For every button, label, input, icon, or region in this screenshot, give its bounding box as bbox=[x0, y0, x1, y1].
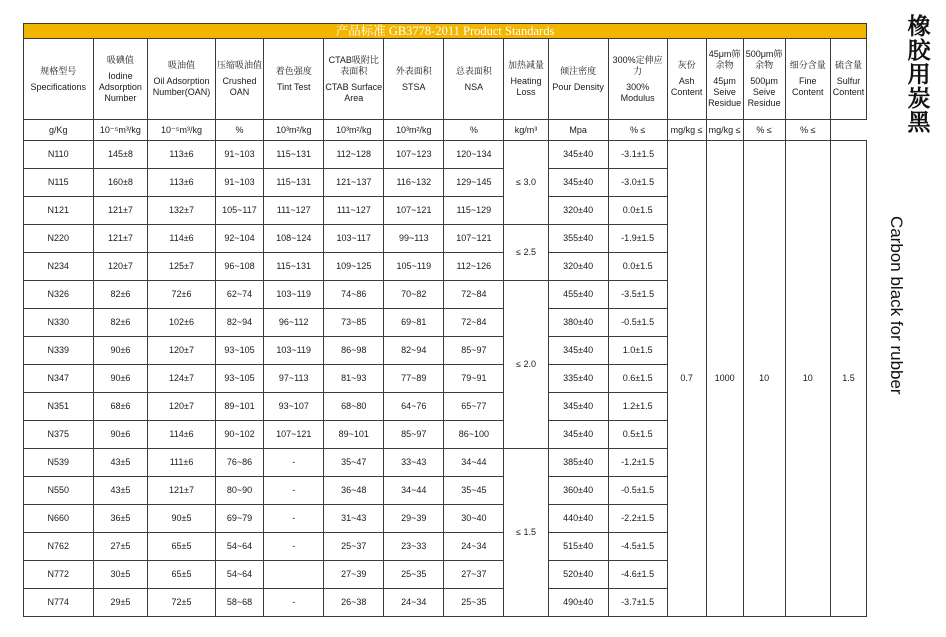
cell-spec: N772 bbox=[24, 561, 94, 589]
header-s45 bbox=[706, 39, 743, 120]
side-title-cn-text: 橡胶用炭黑 bbox=[903, 14, 930, 134]
unit-sulfur: % ≤ bbox=[785, 120, 830, 141]
cell-nsa: 72~84 bbox=[444, 281, 504, 309]
unit-ctab: 10³m²/kg bbox=[264, 120, 324, 141]
cell-oan: 120±7 bbox=[148, 393, 215, 421]
cell-fine: 10 bbox=[785, 141, 830, 617]
cell-spec: N774 bbox=[24, 589, 94, 617]
cell-coan: 93~105 bbox=[215, 337, 263, 365]
cell-iodine: 30±5 bbox=[93, 561, 148, 589]
cell-nsa: 35~45 bbox=[444, 477, 504, 505]
cell-oan: 124±7 bbox=[148, 365, 215, 393]
cell-iodine: 90±6 bbox=[93, 421, 148, 449]
header-iodine bbox=[93, 39, 148, 120]
cell-coan: 91~103 bbox=[215, 141, 263, 169]
cell-ctab: 36~48 bbox=[324, 477, 384, 505]
cell-iodine: 36±5 bbox=[93, 505, 148, 533]
cell-nsa: 107~121 bbox=[444, 225, 504, 253]
cell-s45: 1000 bbox=[706, 141, 743, 617]
header-tint-en: Tint Test bbox=[276, 81, 311, 92]
cell-stsa: 116~132 bbox=[384, 169, 444, 197]
cell-iodine: 68±6 bbox=[93, 393, 148, 421]
cell-ctab: 25~37 bbox=[324, 533, 384, 561]
cell-mod: -1.2±1.5 bbox=[608, 449, 667, 477]
unit-coan: 10⁻⁵m³/kg bbox=[148, 120, 215, 141]
unit-fine: % ≤ bbox=[743, 120, 785, 141]
cell-spec: N375 bbox=[24, 421, 94, 449]
cell-mod: -3.1±1.5 bbox=[608, 141, 667, 169]
header-sulfur-en: Sulfur Content bbox=[832, 76, 865, 97]
header-s500 bbox=[743, 39, 785, 120]
cell-mod: -1.9±1.5 bbox=[608, 225, 667, 253]
cell-pour: 515±40 bbox=[548, 533, 608, 561]
cell-stsa: 107~121 bbox=[384, 197, 444, 225]
header-tint bbox=[264, 39, 324, 120]
cell-coan: 58~68 bbox=[215, 589, 263, 617]
table-row bbox=[24, 141, 867, 169]
cell-coan: 92~104 bbox=[215, 225, 263, 253]
units-row bbox=[24, 120, 867, 141]
header-ctab-en: CTAB Surface Area bbox=[325, 81, 383, 103]
unit-oan: 10⁻⁵m³/kg bbox=[93, 120, 148, 141]
cell-oan: 90±5 bbox=[148, 505, 215, 533]
cell-stsa: 33~43 bbox=[384, 449, 444, 477]
cell-spec: N110 bbox=[24, 141, 94, 169]
cell-spec: N660 bbox=[24, 505, 94, 533]
unit-tint: % bbox=[215, 120, 263, 141]
cell-oan: 114±6 bbox=[148, 225, 215, 253]
header-fine bbox=[785, 39, 830, 120]
cell-spec: N330 bbox=[24, 309, 94, 337]
cell-tint: - bbox=[264, 589, 324, 617]
table-title: 产品标准 GB3778-2011 Product Standards bbox=[24, 24, 867, 39]
cell-iodine: 121±7 bbox=[93, 197, 148, 225]
cell-spec: N115 bbox=[24, 169, 94, 197]
header-mod-en: 300% Modulus bbox=[620, 81, 655, 103]
cell-nsa: 120~134 bbox=[444, 141, 504, 169]
cell-pour: 440±40 bbox=[548, 505, 608, 533]
header-ash bbox=[667, 39, 706, 120]
cell-pour: 345±40 bbox=[548, 141, 608, 169]
header-oan bbox=[148, 39, 215, 120]
cell-oan: 65±5 bbox=[148, 561, 215, 589]
cell-oan: 113±6 bbox=[148, 169, 215, 197]
header-nsa-cn: 总表面积 bbox=[455, 65, 492, 76]
cell-stsa: 99~113 bbox=[384, 225, 444, 253]
header-nsa-en: NSA bbox=[464, 81, 484, 92]
cell-coan: 54~64 bbox=[215, 561, 263, 589]
cell-nsa: 79~91 bbox=[444, 365, 504, 393]
header-s45-cn: 45μm筛余物 bbox=[708, 49, 741, 70]
cell-oan: 132±7 bbox=[148, 197, 215, 225]
cell-iodine: 90±6 bbox=[93, 337, 148, 365]
header-row bbox=[24, 39, 867, 120]
cell-pour: 320±40 bbox=[548, 197, 608, 225]
cell-nsa: 85~97 bbox=[444, 337, 504, 365]
cell-pour: 490±40 bbox=[548, 589, 608, 617]
cell-ctab: 103~117 bbox=[324, 225, 384, 253]
header-tint-cn: 着色强度 bbox=[275, 65, 312, 76]
unit-stsa: 10³m²/kg bbox=[324, 120, 384, 141]
cell-spec: N539 bbox=[24, 449, 94, 477]
cell-mod: -3.7±1.5 bbox=[608, 589, 667, 617]
cell-iodine: 43±5 bbox=[93, 449, 148, 477]
cell-ctab: 121~137 bbox=[324, 169, 384, 197]
cell-coan: 80~90 bbox=[215, 477, 263, 505]
cell-mod: -3.5±1.5 bbox=[608, 281, 667, 309]
cell-oan: 120±7 bbox=[148, 337, 215, 365]
cell-mod: -4.5±1.5 bbox=[608, 533, 667, 561]
header-pour-en: Pour Density bbox=[552, 81, 604, 92]
cell-pour: 380±40 bbox=[548, 309, 608, 337]
cell-ctab: 81~93 bbox=[324, 365, 384, 393]
cell-oan: 102±6 bbox=[148, 309, 215, 337]
header-s500-cn: 500μm筛余物 bbox=[745, 49, 783, 70]
cell-ctab: 68~80 bbox=[324, 393, 384, 421]
cell-coan: 89~101 bbox=[215, 393, 263, 421]
header-mod bbox=[608, 39, 667, 120]
cell-iodine: 145±8 bbox=[93, 141, 148, 169]
cell-oan: 121±7 bbox=[148, 477, 215, 505]
cell-mod: 1.0±1.5 bbox=[608, 337, 667, 365]
cell-stsa: 34~44 bbox=[384, 477, 444, 505]
header-ash-cn: 灰份 bbox=[677, 60, 696, 70]
cell-stsa: 77~89 bbox=[384, 365, 444, 393]
cell-spec: N121 bbox=[24, 197, 94, 225]
cell-coan: 62~74 bbox=[215, 281, 263, 309]
cell-tint: - bbox=[264, 505, 324, 533]
cell-tint: 115~131 bbox=[264, 169, 324, 197]
cell-tint: 93~107 bbox=[264, 393, 324, 421]
header-coan bbox=[215, 39, 263, 120]
cell-tint bbox=[264, 561, 324, 589]
cell-tint: 103~119 bbox=[264, 337, 324, 365]
table-body bbox=[24, 120, 867, 617]
cell-coan: 69~79 bbox=[215, 505, 263, 533]
cell-mod: -3.0±1.5 bbox=[608, 169, 667, 197]
cell-ctab: 26~38 bbox=[324, 589, 384, 617]
unit-s500: mg/kg ≤ bbox=[706, 120, 743, 141]
cell-nsa: 25~35 bbox=[444, 589, 504, 617]
cell-pour: 385±40 bbox=[548, 449, 608, 477]
header-heat bbox=[504, 39, 548, 120]
cell-oan: 72±5 bbox=[148, 589, 215, 617]
cell-spec: N351 bbox=[24, 393, 94, 421]
cell-stsa: 29~39 bbox=[384, 505, 444, 533]
cell-pour: 345±40 bbox=[548, 337, 608, 365]
cell-pour: 520±40 bbox=[548, 561, 608, 589]
cell-mod: 0.6±1.5 bbox=[608, 365, 667, 393]
cell-pour: 335±40 bbox=[548, 365, 608, 393]
cell-tint: - bbox=[264, 533, 324, 561]
cell-sulfur: 1.5 bbox=[830, 141, 866, 617]
cell-iodine: 90±6 bbox=[93, 365, 148, 393]
cell-coan: 91~103 bbox=[215, 169, 263, 197]
cell-nsa: 24~34 bbox=[444, 533, 504, 561]
cell-oan: 125±7 bbox=[148, 253, 215, 281]
cell-iodine: 27±5 bbox=[93, 533, 148, 561]
cell-iodine: 160±8 bbox=[93, 169, 148, 197]
unit-mod: Mpa bbox=[548, 120, 608, 141]
cell-spec: N339 bbox=[24, 337, 94, 365]
product-standards-table bbox=[23, 23, 867, 617]
cell-pour: 455±40 bbox=[548, 281, 608, 309]
cell-tint: - bbox=[264, 449, 324, 477]
cell-ctab: 86~98 bbox=[324, 337, 384, 365]
header-sulfur bbox=[830, 39, 866, 120]
header-iodine-cn: 吸碘值 bbox=[106, 54, 134, 65]
cell-oan: 111±6 bbox=[148, 449, 215, 477]
cell-stsa: 107~123 bbox=[384, 141, 444, 169]
header-s45-en: 45μm Seive Residue bbox=[708, 76, 742, 108]
cell-coan: 76~86 bbox=[215, 449, 263, 477]
cell-spec: N326 bbox=[24, 281, 94, 309]
cell-pour: 360±40 bbox=[548, 477, 608, 505]
cell-mod: 0.0±1.5 bbox=[608, 197, 667, 225]
cell-ctab: 111~127 bbox=[324, 197, 384, 225]
header-oan-cn: 吸油值 bbox=[168, 60, 196, 70]
cell-oan: 113±6 bbox=[148, 141, 215, 169]
cell-oan: 65±5 bbox=[148, 533, 215, 561]
header-fine-cn: 细分含量 bbox=[789, 60, 826, 70]
header-nsa bbox=[444, 39, 504, 120]
cell-nsa: 112~126 bbox=[444, 253, 504, 281]
cell-spec: N234 bbox=[24, 253, 94, 281]
cell-nsa: 86~100 bbox=[444, 421, 504, 449]
cell-stsa: 105~119 bbox=[384, 253, 444, 281]
cell-pour: 355±40 bbox=[548, 225, 608, 253]
cell-spec: N762 bbox=[24, 533, 94, 561]
cell-ctab: 27~39 bbox=[324, 561, 384, 589]
cell-stsa: 85~97 bbox=[384, 421, 444, 449]
unit-ash: % ≤ bbox=[608, 120, 667, 141]
cell-coan: 82~94 bbox=[215, 309, 263, 337]
cell-tint: - bbox=[264, 477, 324, 505]
cell-tint: 97~113 bbox=[264, 365, 324, 393]
header-oan-en: Oil Adsorption Number(OAN) bbox=[152, 76, 211, 97]
header-stsa bbox=[384, 39, 444, 120]
cell-pour: 345±40 bbox=[548, 393, 608, 421]
cell-coan: 90~102 bbox=[215, 421, 263, 449]
cell-spec: N550 bbox=[24, 477, 94, 505]
cell-heating-loss: ≤ 3.0 bbox=[504, 141, 548, 225]
cell-pour: 320±40 bbox=[548, 253, 608, 281]
side-title-en-text: Carbon black for rubber bbox=[887, 216, 906, 395]
header-coan-cn: 压缩吸油值 bbox=[216, 60, 262, 70]
side-title-chinese bbox=[892, 14, 942, 219]
header-spec-en: Specifications bbox=[30, 81, 87, 92]
cell-mod: -2.2±1.5 bbox=[608, 505, 667, 533]
header-spec-cn: 规格型号 bbox=[40, 65, 77, 76]
header-mod-cn: 300%定伸应力 bbox=[612, 54, 663, 76]
header-pour bbox=[548, 39, 608, 120]
cell-mod: -0.5±1.5 bbox=[608, 477, 667, 505]
cell-stsa: 25~35 bbox=[384, 561, 444, 589]
header-stsa-cn: 外表面积 bbox=[395, 65, 432, 76]
cell-ctab: 35~47 bbox=[324, 449, 384, 477]
cell-heating-loss: ≤ 2.0 bbox=[504, 281, 548, 449]
cell-nsa: 30~40 bbox=[444, 505, 504, 533]
cell-iodine: 43±5 bbox=[93, 477, 148, 505]
cell-tint: 108~124 bbox=[264, 225, 324, 253]
cell-stsa: 69~81 bbox=[384, 309, 444, 337]
unit-s45: mg/kg ≤ bbox=[667, 120, 706, 141]
cell-iodine: 120±7 bbox=[93, 253, 148, 281]
cell-ash: 0.7 bbox=[667, 141, 706, 617]
cell-heating-loss: ≤ 2.5 bbox=[504, 225, 548, 281]
cell-nsa: 129~145 bbox=[444, 169, 504, 197]
cell-pour: 345±40 bbox=[548, 169, 608, 197]
unit-nsa: 10³m²/kg bbox=[384, 120, 444, 141]
cell-oan: 114±6 bbox=[148, 421, 215, 449]
cell-coan: 105~117 bbox=[215, 197, 263, 225]
cell-iodine: 82±6 bbox=[93, 309, 148, 337]
cell-pour: 345±40 bbox=[548, 421, 608, 449]
cell-spec: N220 bbox=[24, 225, 94, 253]
cell-ctab: 112~128 bbox=[324, 141, 384, 169]
header-coan-en: Crushed OAN bbox=[222, 76, 257, 97]
cell-mod: -0.5±1.5 bbox=[608, 309, 667, 337]
cell-tint: 107~121 bbox=[264, 421, 324, 449]
cell-ctab: 73~85 bbox=[324, 309, 384, 337]
cell-tint: 115~131 bbox=[264, 253, 324, 281]
cell-nsa: 115~129 bbox=[444, 197, 504, 225]
cell-coan: 93~105 bbox=[215, 365, 263, 393]
cell-tint: 96~112 bbox=[264, 309, 324, 337]
cell-tint: 115~131 bbox=[264, 141, 324, 169]
cell-tint: 111~127 bbox=[264, 197, 324, 225]
header-iodine-en: Iodine Adsorption Number bbox=[98, 70, 142, 103]
cell-nsa: 34~44 bbox=[444, 449, 504, 477]
cell-s500: 10 bbox=[743, 141, 785, 617]
cell-iodine: 82±6 bbox=[93, 281, 148, 309]
cell-nsa: 65~77 bbox=[444, 393, 504, 421]
cell-coan: 54~64 bbox=[215, 533, 263, 561]
header-stsa-en: STSA bbox=[402, 81, 426, 92]
header-pour-cn: 倾注密度 bbox=[560, 65, 597, 76]
cell-stsa: 24~34 bbox=[384, 589, 444, 617]
cell-heating-loss: ≤ 1.5 bbox=[504, 449, 548, 617]
header-fine-en: Fine Content bbox=[792, 76, 824, 97]
cell-ctab: 109~125 bbox=[324, 253, 384, 281]
cell-oan: 72±6 bbox=[148, 281, 215, 309]
header-heat-cn: 加热减量 bbox=[507, 60, 544, 70]
unit-iodine: g/Kg bbox=[24, 120, 94, 141]
cell-nsa: 27~37 bbox=[444, 561, 504, 589]
cell-spec: N347 bbox=[24, 365, 94, 393]
header-sulfur-cn: 硫含量 bbox=[834, 60, 862, 70]
header-s500-en: 500μm Seive Residue bbox=[747, 76, 781, 108]
cell-ctab: 89~101 bbox=[324, 421, 384, 449]
cell-mod: 0.0±1.5 bbox=[608, 253, 667, 281]
header-spec bbox=[24, 39, 94, 120]
cell-mod: -4.6±1.5 bbox=[608, 561, 667, 589]
cell-stsa: 23~33 bbox=[384, 533, 444, 561]
cell-nsa: 72~84 bbox=[444, 309, 504, 337]
cell-tint: 103~119 bbox=[264, 281, 324, 309]
unit-pour: kg/m³ bbox=[504, 120, 548, 141]
unit-heat: % bbox=[444, 120, 504, 141]
cell-ctab: 31~43 bbox=[324, 505, 384, 533]
cell-coan: 96~108 bbox=[215, 253, 263, 281]
header-ash-en: Ash Content bbox=[670, 76, 703, 97]
cell-iodine: 121±7 bbox=[93, 225, 148, 253]
header-heat-en: Heating Loss bbox=[510, 76, 542, 97]
header-ctab bbox=[324, 39, 384, 120]
cell-mod: 1.2±1.5 bbox=[608, 393, 667, 421]
cell-stsa: 82~94 bbox=[384, 337, 444, 365]
cell-mod: 0.5±1.5 bbox=[608, 421, 667, 449]
cell-iodine: 29±5 bbox=[93, 589, 148, 617]
cell-stsa: 70~82 bbox=[384, 281, 444, 309]
header-ctab-cn: CTAB吸附比表面积 bbox=[328, 54, 379, 76]
cell-ctab: 74~86 bbox=[324, 281, 384, 309]
cell-stsa: 64~76 bbox=[384, 393, 444, 421]
